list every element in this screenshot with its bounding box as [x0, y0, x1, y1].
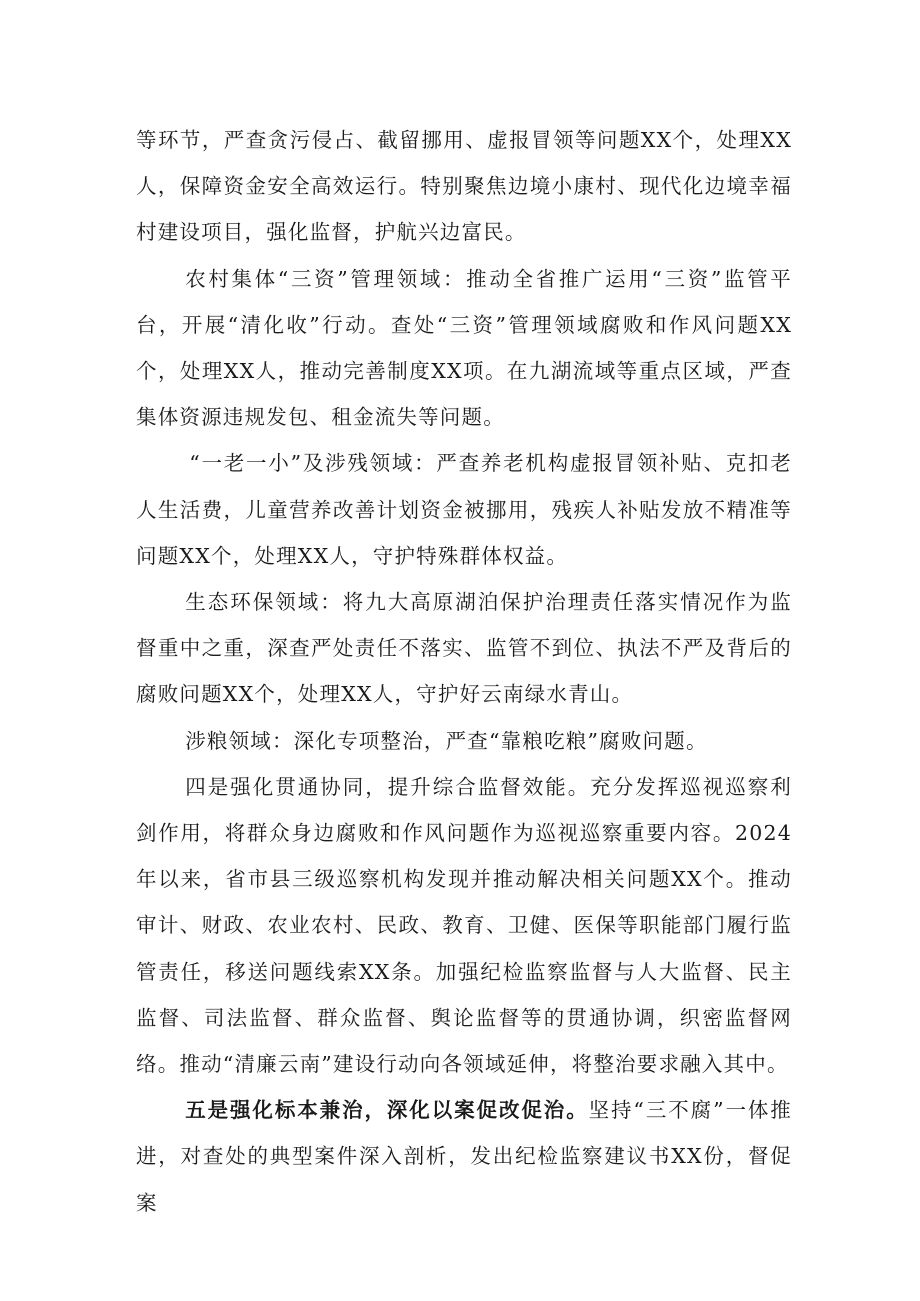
paragraph-root-causes [136, 1087, 792, 1226]
paragraph-grain: 涉粮领域：深化专项整治，严查“靠粮吃粮”腐败问题。 [185, 728, 708, 753]
paragraph-coordination: 四是强化贯通协同，提升综合监督效能。充分发挥巡视巡察利剑作用，将群众身边腐败和作风问题作为巡视巡察重要内容。2024年以来，省市县三级巡察机构发现并推动解决相关问题XX个。推动审计、财政、农业农村、民政、教育、卫健、医保等职能部门履行监管责任，移送问题线索XX条。加强纪检监察监督与人大监督、民主监督、司法监督、群众监督、舆论监督等的贯通协调，织密监督网络。推动“清廉云南”建设行动向各领域延伸，将整治要求融入其中。 [136, 774, 792, 1077]
paragraph-continuation: 等环节，严查贪污侵占、截留挪用、虚报冒领等问题XX个，处理XX人，保障资金安全高效运行。特别聚焦边境小康村、现代化边境幸福村建设项目，强化监督，护航兴边富民。 [136, 128, 792, 245]
paragraph-body-text: 坚持“三不腐”一体推进，对查处的典型案件深入剖析，发出纪检监察建议书XX份，督促案 [136, 1098, 792, 1215]
paragraph-elderly-children-disabled: “一老一小”及涉残领域：严查养老机构虚报冒领补贴、克扣老人生活费，儿童营养改善计划资金被挪用，残疾人补贴发放不精准等问题XX个，处理XX人，守护特殊群体权益。 [136, 451, 792, 568]
document-body [136, 117, 792, 1226]
paragraph-lead-heading: 五是强化标本兼治，深化以案促改促治。 [185, 1098, 589, 1123]
paragraph-ecology: 生态环保领域：将九大高原湖泊保护治理责任落实情况作为监督重中之重，深查严处责任不落实、监管不到位、执法不严及背后的腐败问题XX个，处理XX人，守护好云南绿水青山。 [136, 590, 792, 707]
paragraph-rural-assets: 农村集体“三资”管理领域：推动全省推广运用“三资”监管平台，开展“清化收”行动。查处“三资”管理领域腐败和作风问题XX个，处理XX人，推动完善制度XX项。在九湖流域等重点区域，严查集体资源违规发包、租金流失等问题。 [136, 266, 792, 430]
